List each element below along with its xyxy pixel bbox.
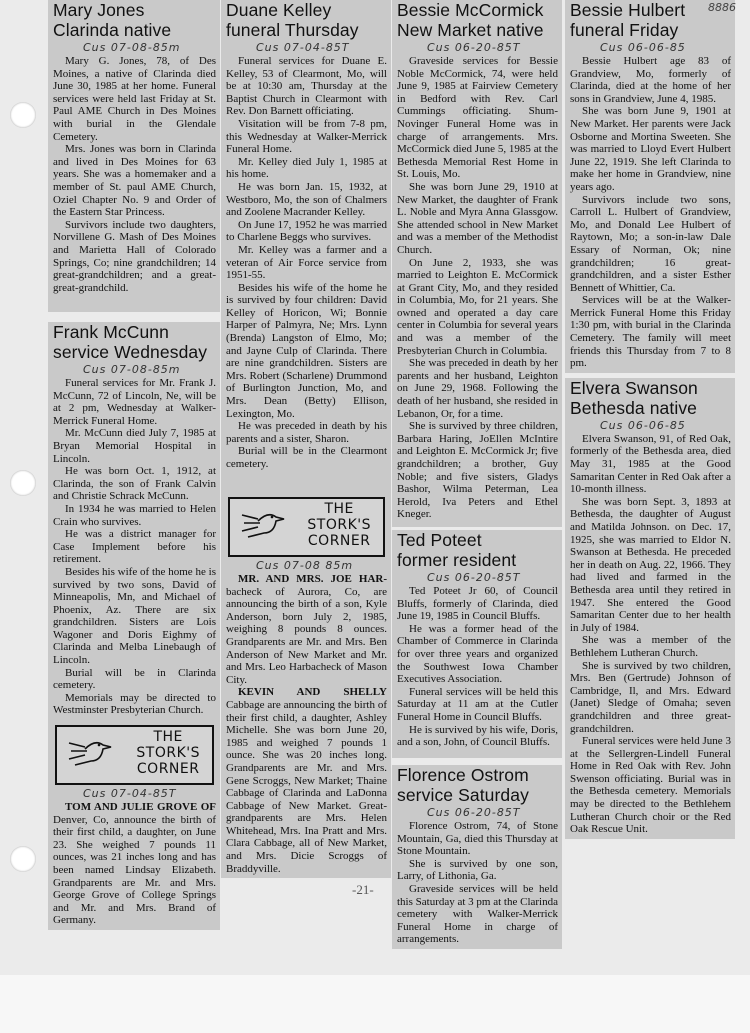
headline: Florence Ostrom bbox=[397, 765, 529, 785]
binder-hole bbox=[10, 102, 36, 128]
obituary-clipping bbox=[221, 0, 391, 492]
paragraph: He is survived by his wife, Doris, and a son, John, of Council Bluffs. bbox=[397, 723, 558, 749]
paragraph: Survivors include two sons, Carroll L. Hulbert of Grandview, Mo, and Donald Lee Hulbert of Raytown, Mo; a son-in-law Dale Essary of Norman, Ok; nine grandchildren; 16 great-grandchildren, and a sister Esther Bennett of Whittier, Ca. bbox=[570, 193, 731, 294]
handwritten-date-note: Cus 06-06-85 bbox=[600, 41, 686, 54]
obituary-clipping bbox=[565, 0, 735, 373]
handwritten-number: 8886 bbox=[708, 1, 736, 14]
handwritten-date-note: Cus 07-04-85T bbox=[256, 41, 350, 54]
obituary-clipping bbox=[392, 530, 562, 758]
stork-corner-logo bbox=[55, 725, 214, 785]
page-number: -21- bbox=[352, 882, 374, 897]
paragraph: Memorials may be directed to Westminster Presbyterian Church. bbox=[53, 691, 216, 717]
paragraph: He was a former head of the Chamber of Commerce in Clarinda for over three years and organized the Southwest Iowa Chamber Executives Association. bbox=[397, 622, 558, 686]
handwritten-date-note: Cus 06-20-85T bbox=[427, 806, 521, 819]
paragraph: KEVIN AND SHELLY Cabbage are announcing the birth of their first child, a daughter, Ashley Michelle. She was born June 20, 1985 and weighed 7 pounds 1 ounce. She was 20 inches long. Grandparents are Mr. and Mrs. Gene Scroggs, New Market; Thaine Cabbage of Clarinda and LaDonna Cabbage of New Market. Great-grandparents are Mrs. Helen Whitehead, Mrs. Ina Pratt and Mrs. Clara Cabbage, all of New Market, and Mrs. Dicie Scroggs of Braddyville. bbox=[226, 686, 387, 875]
paragraph: On June 2, 1933, she was married to Leighton E. McCormick at Grant City, Mo, and they resided in Columbia, Mo, for 21 years. She owned and operated a day care center in Columbia for several years and was a member of the Presbyterian Church in Columbia. bbox=[397, 256, 558, 357]
paragraph: Funeral services were held June 3 at the Sellergren-Lindell Funeral Home in Red Oak with Rev. John Swenson officiating. Burial was in the Bethesda cemetery. Memorials may be directed to the Bethlehem Lutheran Church choir or the Red Oak Rescue Unit. bbox=[570, 735, 731, 836]
paragraph: Ted Poteet Jr 60, of Council Bluffs, formerly of Clarinda, died June 19, 1985 in Council Bluffs. bbox=[397, 585, 558, 623]
headline: service Saturday bbox=[397, 785, 529, 805]
birth-announcement-clipping bbox=[48, 720, 220, 930]
headline: Bethesda native bbox=[570, 397, 698, 418]
paragraph: She is survived by two children, Mrs. Ben (Gertrude) Johnson of Cambridge, Il, and Mrs. Edward (Janet) Sledge of Omaha; seven grandchildren and three great-grandchildren. bbox=[570, 659, 731, 735]
paragraph: Graveside services for Bessie Noble McCormick, 74, were held June 9, 1985 at Fairview Cemetery in Bedford with Rev. Carl Cummings officiating. Shum-Novinger Funeral Home was in charge of arrangements. Mrs. McCormick died June 5, 1985 at the Bethesda Memorial Rest Home in St. Louis, Mo. bbox=[397, 55, 558, 181]
headline: former resident bbox=[397, 550, 517, 570]
headline: Clarinda native bbox=[53, 20, 172, 40]
paragraph: Florence Ostrom, 74, of Stone Mountain, Ga, died this Thursday at Stone Mountain. bbox=[397, 820, 558, 858]
stork-corner-title: THE STORK'S CORNER bbox=[307, 501, 371, 549]
paragraph: Visitation will be from 7-8 pm, this Wednesday at Walker-Merrick Funeral Home. bbox=[226, 117, 387, 156]
column-4 bbox=[565, 0, 735, 839]
handwritten-date-note: Cus 06-20-85T bbox=[427, 41, 521, 54]
paragraph: Mrs. Jones was born in Clarinda and lived in Des Moines for 63 years. She was a homemaker and a member of St. paul AME Church, Oziel Chapter No. 9 and Order of the Eastern Star Princess. bbox=[53, 143, 216, 219]
obituary-clipping bbox=[48, 0, 220, 312]
obituary-clipping bbox=[392, 0, 562, 527]
obituary-clipping bbox=[565, 378, 735, 839]
column-1 bbox=[48, 0, 220, 930]
headline: Duane Kelley bbox=[226, 0, 332, 20]
paragraph: Besides his wife of the home he is survived by two sons, David of Minneapolis, Mn, and Michael of Phoenix, Az. There are six grandchildren. Sisters are Lois Wagoner and Doris Eighmy of Clarinda and Melba Linebaugh of Lincoln. bbox=[53, 565, 216, 667]
paragraph: Besides his wife of the home he is survived by four children: David Kelley of Horicon, Wi; Bonnie Harper of Palmyra, Ne; Mrs. Lynn (Brenda) Langston of Elmo, Mo; and Jayne Culp of Clarinda. There are nine grandchildren. Sisters are Mrs. Robert (Scharlene) Drummond of Burlington Junction, Mo, and Mrs. Dean (Betty) Ellison, Lexington, Mo. bbox=[226, 281, 387, 420]
paragraph: She was born June 9, 1901 at New Market. Her parents were Jack Osborne and Mortina Sweeten. She was married to Lloyd Evert Hulbert June 22, 1919. She left Clarinda to make her home in Grandview, nine years ago. bbox=[570, 105, 731, 193]
paragraph: She was born Sept. 3, 1893 at Bethesda, the daughter of August and Matilda Johnson. on Dec. 17, 1925, she was married to Eldor N. Swanson at Bethesda. He preceded her in death on Aug. 22, 1966. They had lived and farmed in the Bethesda area until they retired in 1947. She entered the Good Samaritan Center due to her health in July of 1984. bbox=[570, 495, 731, 634]
handwritten-date-note: Cus 07-08 85m bbox=[256, 559, 354, 572]
handwritten-date-note: Cus 07-08-85m bbox=[83, 363, 181, 376]
binder-hole bbox=[10, 470, 36, 496]
paragraph: Bessie Hulbert age 83 of Grandview, Mo, formerly of Clarinda, died at the home of her sons in Grandview, June 4, 1985. bbox=[570, 55, 731, 105]
paragraph: He was preceded in death by his parents and a sister, Sharon. bbox=[226, 420, 387, 445]
binder-hole bbox=[10, 846, 36, 872]
stork-icon bbox=[65, 735, 113, 771]
headline: Mary Jones bbox=[53, 0, 145, 20]
paragraph: Graveside services will be held this Saturday at 3 pm at the Clarinda cemetery with Walker-Merrick Funeral Home in charge of arrangements. bbox=[397, 882, 558, 946]
handwritten-date-note: Cus 06-06-85 bbox=[600, 418, 686, 432]
headline: Bessie Hulbert bbox=[570, 0, 686, 20]
stork-corner-title: THE STORK'S CORNER bbox=[136, 729, 200, 778]
paragraph: MR. AND MRS. JOE HAR- bacheck of Aurora, Co, are announcing the birth of a son, Kyle Anderson, born July 2, 1985, weighing 8 pounds 8 ounces. Grandparents are Mr. and Mrs. Ben Anderson of New Market and Mr. and Mrs. Leo Harbacheck of Mason City. bbox=[226, 573, 387, 686]
paragraph: Burial will be in the Clearmont cemetery. bbox=[226, 445, 387, 470]
paragraph: She was preceded in death by her parents and her husband, Leighton on June 29, 1968. Following the death of her husband, she resided in Lebanon, Or, for a time. bbox=[397, 357, 558, 420]
headline: service Wednesday bbox=[53, 342, 208, 362]
column-3 bbox=[392, 0, 562, 949]
paragraph: Services will be at the Walker-Merrick Funeral Home this Friday 1:30 pm, with burial in the Clarinda Cemetery. The family will meet friends this Thursday from 7 to 8 pm. bbox=[570, 294, 731, 370]
paragraph: He was born Oct. 1, 1912, at Clarinda, the son of Frank Calvin and Christie Schrack McCunn. bbox=[53, 465, 216, 503]
handwritten-date-note: Cus 06-20-85T bbox=[427, 571, 521, 584]
birth-announcement-clipping bbox=[221, 492, 391, 878]
paragraph: She was a member of the Bethlehem Lutheran Church. bbox=[570, 634, 731, 659]
paragraph: She is survived by one son, Larry, of Lithonia, Ga. bbox=[397, 857, 558, 883]
paragraph: Mary G. Jones, 78, of Des Moines, a native of Clarinda died June 30, 1985 at her home. Funeral services were held last Friday at St. Paul AME Church in Des Moines with burial in the Glendale Cemetery. bbox=[53, 55, 216, 143]
paragraph: Funeral services for Mr. Frank J. McCunn, 72 of Lincoln, Ne, will be at 2 pm, Wednesday at Walker-Merrick Funeral Home. bbox=[53, 377, 216, 427]
headline: Frank McCunn bbox=[53, 322, 169, 342]
paragraph: On June 17, 1952 he was married to Charlene Beggs who survives. bbox=[226, 218, 387, 244]
headline: New Market native bbox=[397, 20, 544, 40]
paragraph: Burial will be in Clarinda cemetery. bbox=[53, 666, 216, 692]
headline: funeral Thursday bbox=[226, 20, 359, 40]
paragraph: She was born June 29, 1910 at New Market, the daughter of Frank L. Noble and Myra Anna Glassgow. She attended school in New Market and was a member of the Methodist Church. bbox=[397, 180, 558, 256]
paragraph: She is survived by three children, Barbara Haring, JoEllen McIntire and Leighton E. McCormick Jr; five grandchildren; a brother, Guy Noble; and five sisters, Gladys Bashor, Wilma Peterman, Lea Herold, Iva Peters and Ethel Kneger. bbox=[397, 420, 558, 521]
paragraph: Mr. Kelley died July 1, 1985 at his home. bbox=[226, 155, 387, 181]
column-2 bbox=[221, 0, 391, 878]
obituary-clipping bbox=[48, 322, 220, 720]
paragraph: He was born Jan. 15, 1932, at Westboro, Mo, the son of Chalmers and Zoolene Macrander Kelley. bbox=[226, 180, 387, 219]
paragraph: Elvera Swanson, 91, of Red Oak, formerly of the Bethesda area, died May 31, 1985 at the Good Samaritan Center in Red Oak after a 10-month illness. bbox=[570, 432, 731, 496]
paragraph: Mr. Kelley was a farmer and a veteran of Air Force service from 1951-55. bbox=[226, 243, 387, 282]
headline: funeral Friday bbox=[570, 20, 679, 40]
handwritten-date-note: Cus 07-04-85T bbox=[83, 787, 177, 801]
scan-margin bbox=[0, 975, 750, 1033]
paragraph: Funeral services will be held this Saturday at 11 am at the Cutler Funeral Home in Council Bluffs. bbox=[397, 685, 558, 723]
paragraph: In 1934 he was married to Helen Crain who survives. bbox=[53, 502, 216, 528]
paragraph: Funeral services for Duane E. Kelley, 53 of Clearmont, Mo, will be at 10:30 am, Thursday at the Baptist Church in Clearmont with Rev. Don Barnett officiating. bbox=[226, 55, 387, 118]
headline: Ted Poteet bbox=[397, 530, 482, 550]
handwritten-date-note: Cus 07-08-85m bbox=[83, 41, 181, 54]
obituary-clipping bbox=[392, 765, 562, 949]
headline: Elvera Swanson bbox=[570, 377, 698, 398]
paragraph: TOM AND JULIE GROVE OF Denver, Co, announce the birth of their first child, a daughter, on June 23. She weighed 7 pounds 11 ounces, was 21 inches long and has been named Lindsay Elizabeth. Grandparents are Mr. and Mrs. George Grove of College Springs and Mr. and Mrs. Brand of Germany. bbox=[53, 801, 216, 927]
stork-corner-logo bbox=[228, 497, 385, 557]
paragraph: He was a district manager for Case Implement before his retirement. bbox=[53, 528, 216, 566]
stork-icon bbox=[238, 507, 286, 543]
paragraph: Survivors include two daughters, Norvillene G. Mash of Des Moines and Marietta Hall of Colorado Springs, Co; nine grandchildren; 14 great-grandchildren; and a great-great-grandchild. bbox=[53, 218, 216, 294]
paragraph: Mr. McCunn died July 7, 1985 at Bryan Memorial Hospital in Lincoln. bbox=[53, 427, 216, 465]
headline: Bessie McCormick bbox=[397, 0, 544, 20]
